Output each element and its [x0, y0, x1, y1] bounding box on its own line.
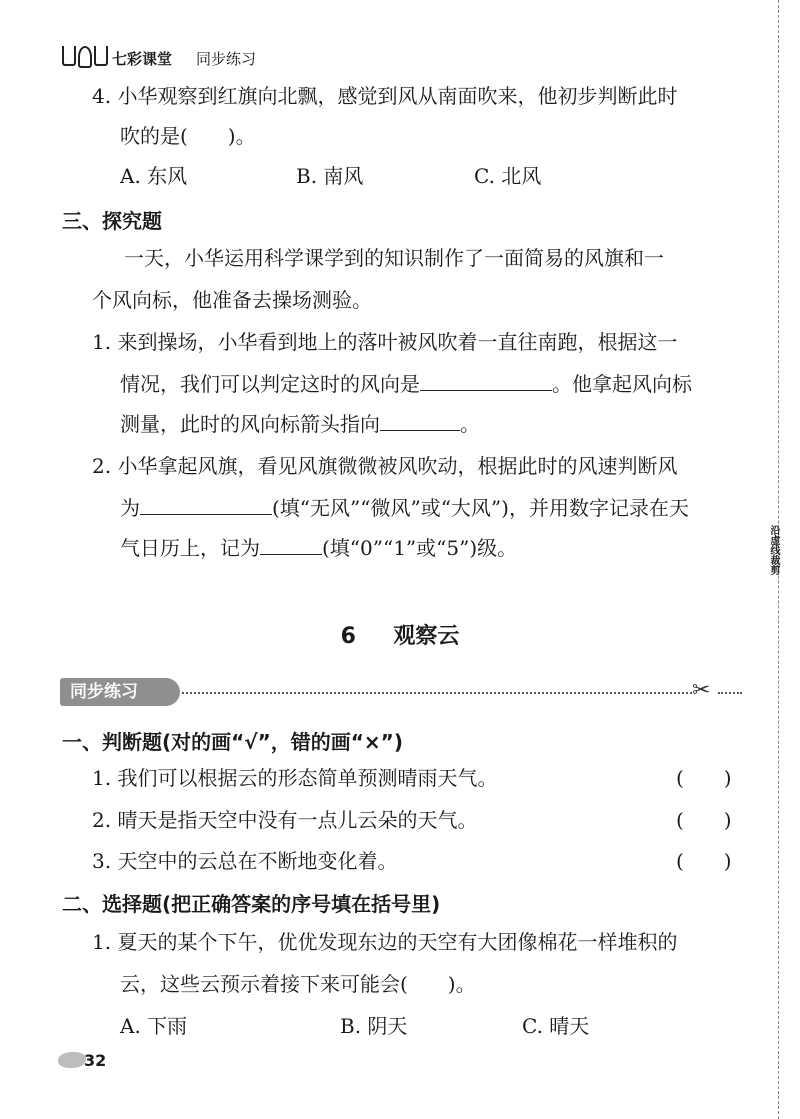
page-number: 32 [84, 1051, 107, 1070]
explore-q1-line2 [120, 370, 692, 398]
choice-option-b: B. 阴天 [340, 1014, 408, 1038]
choice-option-a: A. 下雨 [120, 1014, 188, 1038]
judge-item-3: 3. 天空中的云总在不断地变化着。 [92, 849, 398, 873]
explore-q1-line3 [120, 410, 480, 438]
judge-answer-3[interactable]: ( ) [676, 849, 732, 873]
q4-line1: 4. 小华观察到红旗向北飘，感觉到风从南面吹来，他初步判断此时 [92, 84, 678, 108]
explore-q1-line2-text: 情况，我们可以判定这时的风向是 [120, 372, 420, 396]
header-logo-icon [62, 46, 108, 68]
q4-option-a: A. 东风 [120, 164, 188, 188]
judge-item-1: 1. 我们可以根据云的形态简单预测晴雨天气。 [92, 766, 498, 790]
cut-line [182, 692, 692, 694]
header-section: 同步练习 [196, 50, 257, 68]
explore-q1-line1: 1. 来到操场，小华看到地上的落叶被风吹着一直往南跑，根据这一 [92, 330, 678, 354]
wind-level-blank[interactable] [260, 534, 322, 555]
choice-q1-line1: 1. 夏天的某个下午，优优发现东边的天空有大团像棉花一样堆积的 [92, 930, 678, 954]
explore-q1-line2-tail: 。他拿起风向标 [552, 372, 692, 396]
judge-item-2: 2. 晴天是指天空中没有一点儿云朵的天气。 [92, 808, 478, 832]
q4-option-c: C. 北风 [474, 164, 542, 188]
judge-heading: 一、判断题(对的画“√”，错的画“×”) [62, 730, 403, 754]
side-note: 沿虚线裁剪 [768, 525, 779, 575]
explore-q1-line3-text: 测量，此时的风向标箭头指向 [120, 412, 380, 436]
lesson-number: 6 [340, 624, 356, 649]
explore-intro-1: 一天，小华运用科学课学到的知识制作了一面简易的风旗和一 [124, 246, 664, 270]
lesson-name: 观察云 [393, 624, 460, 649]
header-series: 七彩课堂 [112, 50, 173, 68]
choice-heading: 二、选择题(把正确答案的序号填在括号里) [62, 892, 441, 916]
judge-answer-2[interactable]: ( ) [676, 808, 732, 832]
explore-q1-line3-tail: 。 [460, 412, 480, 436]
judge-answer-1[interactable]: ( ) [676, 766, 732, 790]
explore-intro-2: 个风向标，他准备去操场测验。 [92, 288, 372, 312]
explore-q2-line2 [120, 494, 689, 522]
explore-q2-line3-tail: (填“0”“1”或“5”)级。 [322, 536, 518, 560]
explore-q2-line3-text: 气日历上，记为 [120, 536, 260, 560]
explore-q2-line2-text: 为 [120, 496, 140, 520]
explore-q2-line3 [120, 534, 517, 562]
practice-banner: 同步练习 [60, 678, 180, 706]
explore-q2-line2-tail: (填“无风”“微风”或“大风”)，并用数字记录在天 [272, 496, 689, 520]
wind-direction-blank[interactable] [420, 370, 552, 391]
q4-option-b: B. 南风 [296, 164, 364, 188]
wind-speed-blank[interactable] [140, 494, 272, 515]
lesson-title [0, 619, 800, 650]
arrow-direction-blank[interactable] [380, 410, 460, 431]
choice-q1-line2: 云，这些云预示着接下来可能会( )。 [120, 972, 476, 996]
cut-line-end [718, 692, 742, 694]
explore-q2-line1: 2. 小华拿起风旗，看见风旗微微被风吹动，根据此时的风速判断风 [92, 454, 678, 478]
scissors-icon: ✂ [692, 678, 711, 703]
q4-line2: 吹的是( )。 [120, 124, 256, 148]
explore-heading: 三、探究题 [62, 209, 162, 233]
choice-option-c: C. 晴天 [522, 1014, 590, 1038]
page-number-decoration [58, 1052, 86, 1068]
